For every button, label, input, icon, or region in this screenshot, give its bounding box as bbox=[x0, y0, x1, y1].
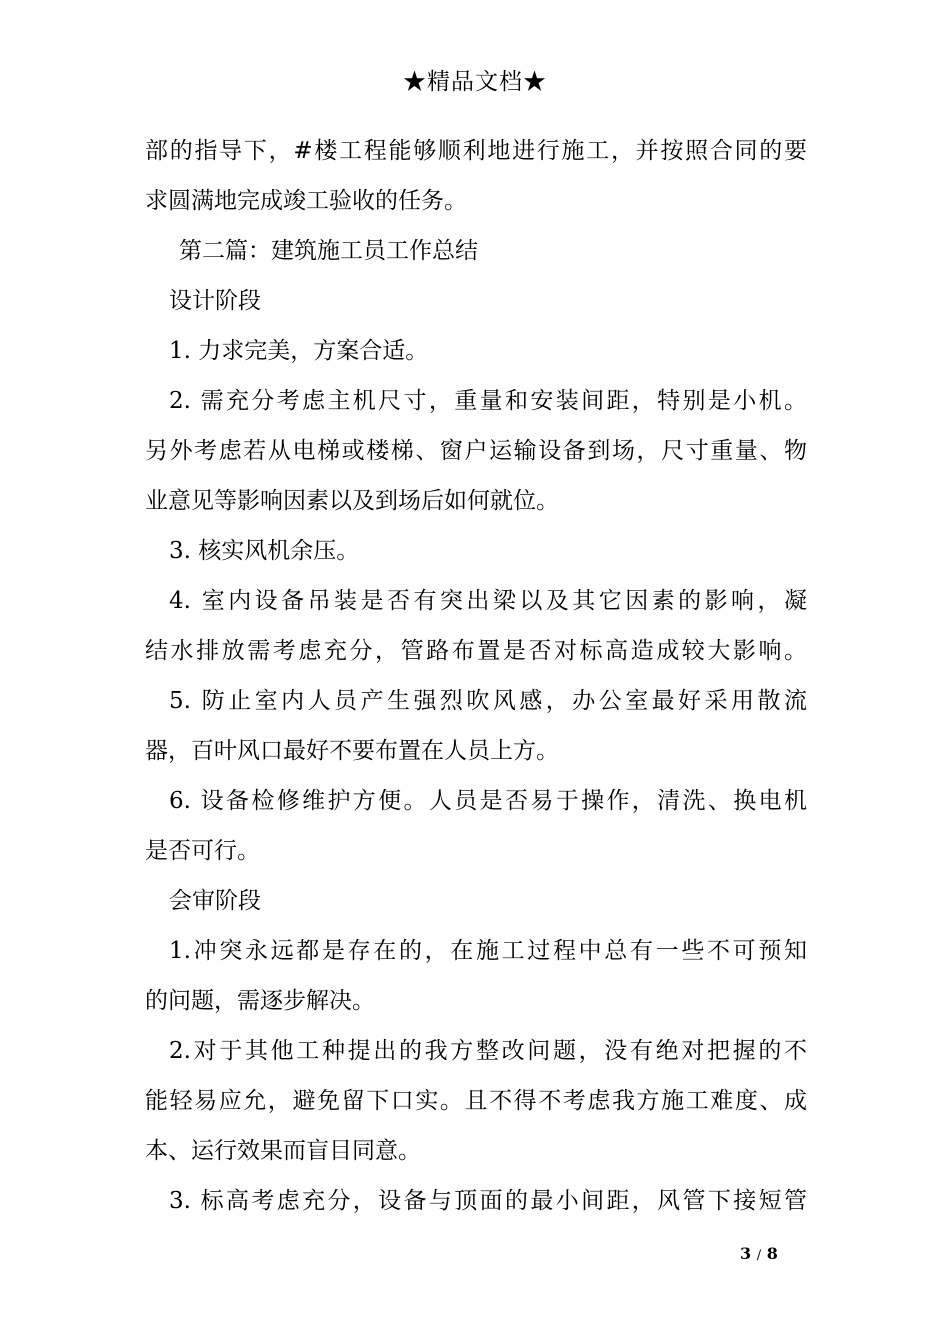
text-line: 求圆满地完成竣工验收的任务。 bbox=[145, 188, 467, 214]
subsection-heading: 设计阶段 bbox=[169, 288, 261, 314]
page-header-title: ★精品文档★ bbox=[403, 69, 547, 95]
page-number-current: 3 bbox=[740, 1244, 752, 1263]
text-line: 另外考虑若从电梯或楼梯、窗户运输设备到场，尺寸重量、物 bbox=[145, 438, 807, 464]
list-item: 5. 防止室内人员产生强烈吹风感，办公室最好采用散流 bbox=[169, 688, 807, 714]
text-line: 部的指导下，#楼工程能够顺利地进行施工，并按照合同的要 bbox=[145, 138, 807, 164]
text-line: 结水排放需考虑充分，管路布置是否对标高造成较大影响。 bbox=[145, 638, 807, 664]
list-item: 6. 设备检修维护方便。人员是否易于操作，清洗、换电机 bbox=[169, 788, 807, 814]
list-item: 3. 标高考虑充分，设备与顶面的最小间距，风管下接短管 bbox=[169, 1188, 807, 1214]
section-heading: 第二篇：建筑施工员工作总结 bbox=[179, 238, 478, 264]
list-item: 1. 力求完美，方案合适。 bbox=[169, 338, 429, 364]
text-line: 器，百叶风口最好不要布置在人员上方。 bbox=[145, 738, 559, 764]
subsection-heading: 会审阶段 bbox=[169, 888, 261, 914]
text-line: 本、运行效果而盲目同意。 bbox=[145, 1138, 421, 1164]
list-item: 2.对于其他工种提出的我方整改问题，没有绝对把握的不 bbox=[169, 1038, 807, 1064]
text-line: 是否可行。 bbox=[145, 838, 260, 864]
list-item: 1.冲突永远都是存在的，在施工过程中总有一些不可预知 bbox=[169, 938, 807, 964]
list-item: 3. 核实风机余压。 bbox=[169, 538, 360, 564]
text-line: 能轻易应允，避免留下口实。且不得不考虑我方施工难度、成 bbox=[145, 1088, 807, 1114]
page-number bbox=[740, 1243, 800, 1267]
document-body bbox=[145, 126, 807, 1226]
page-number-separator: / bbox=[756, 1248, 762, 1263]
list-item: 2. 需充分考虑主机尺寸，重量和安装间距，特别是小机。 bbox=[169, 388, 807, 414]
text-line: 的问题，需逐步解决。 bbox=[145, 988, 375, 1014]
list-item: 4. 室内设备吊装是否有突出梁以及其它因素的影响，凝 bbox=[169, 588, 807, 614]
text-line: 业意见等影响因素以及到场后如何就位。 bbox=[145, 488, 559, 514]
page-number-total: 8 bbox=[766, 1244, 778, 1263]
